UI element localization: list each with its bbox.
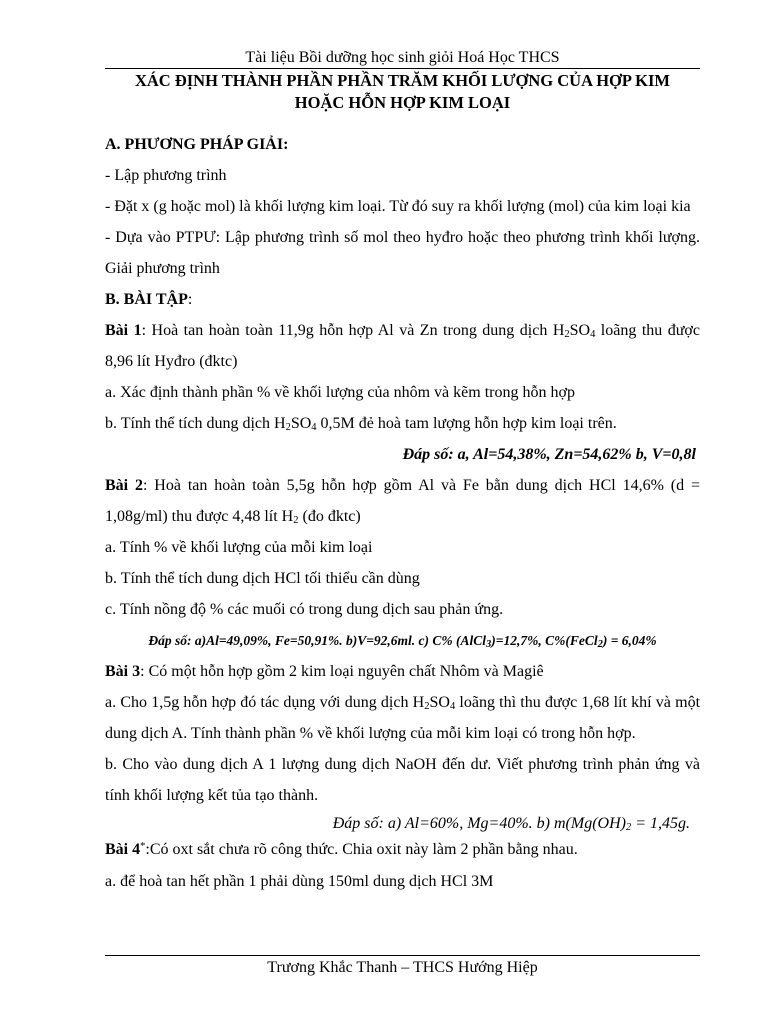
exercise-2-label: Bài 2	[105, 477, 143, 494]
formula-part: SO	[290, 415, 312, 432]
section-b-heading	[105, 284, 700, 315]
page-footer: Trương Khắc Thanh – THCS Hướng Hiệp	[267, 959, 538, 976]
method-step-1: - Lập phương trình	[105, 167, 227, 184]
exercise-2-answer	[105, 625, 700, 656]
exercise-2-question-a: a. Tính % về khối lượng của mỗi kim loại	[105, 539, 373, 556]
exercise-2-intro	[105, 470, 700, 532]
title-line-2: HOẶC HỖN HỢP KIM LOẠI	[294, 93, 511, 112]
subscript: 2	[625, 822, 632, 833]
exercise-3-text: : Có một hỗn hợp gồm 2 kim loại nguyên chất Nhôm và Magiê	[140, 663, 544, 680]
exercise-1-text: : Hoà tan hoàn toàn 11,9g hỗn hợp Al và Zn trong dung dịch H	[141, 322, 565, 339]
exercise-3-label: Bài 3	[105, 663, 141, 680]
page-header: Tài liệu Bồi dưỡng học sinh giỏi Hoá Học THCS	[245, 49, 560, 66]
method-step-3: - Dựa vào PTPƯ: Lập phương trình số mol theo hyđro hoặc theo phương trình khối lượng. Giải phương trình	[105, 229, 700, 277]
exercise-4-text: :Có oxt sắt chưa rõ công thức. Chia oxit này làm 2 phần bằng nhau.	[145, 841, 578, 858]
subscript: 3	[486, 639, 492, 650]
exercise-3-answer	[105, 811, 700, 837]
exercise-3-question-a	[105, 687, 700, 749]
exercise-1-answer: Đáp số: a, Al=54,38%, Zn=54,62% b, V=0,8l	[402, 446, 696, 463]
exercise-2-question-c: c. Tính nồng độ % các muối có trong dung dịch sau phản ứng.	[105, 601, 504, 618]
question-text: b. Tính thể tích dung dịch H	[105, 415, 286, 432]
method-step-2: - Đặt x (g hoặc mol) là khối lượng kim loại. Từ đó suy ra khối lượng (mol) của kim loại kia	[105, 198, 691, 215]
answer-text-end: ) = 6,04%	[602, 633, 657, 648]
subscript: 4	[590, 329, 596, 340]
subscript: 4	[449, 701, 456, 712]
subscript: 2	[293, 515, 299, 526]
question-text-end: loãng thì thu được 1,68 lít khí và một dung dịch A. Tính thành phần % về khối lượng của mỗi kim loại có trong hỗn hợp.	[105, 694, 701, 742]
exercise-1-intro	[105, 315, 700, 377]
exercise-1-question-a: a. Xác định thành phần % về khối lượng của nhôm và kẽm trong hỗn hợp	[105, 384, 575, 401]
footer-rule	[105, 955, 700, 956]
question-text: a. Cho 1,5g hỗn hợp đó tác dụng với dung dịch H	[105, 694, 425, 711]
superscript: *	[140, 841, 146, 852]
exercise-3-question-b: b. Cho vào dung dịch A 1 lượng dung dịch NaOH đến dư. Viết phương trình phản ứng và tính khối lượng kết tủa tạo thành.	[105, 756, 700, 804]
subscript: 2	[285, 422, 291, 433]
section-b-title: B. BÀI TẬP	[105, 291, 188, 308]
section-a-heading: A. PHƯƠNG PHÁP GIẢI:	[105, 136, 289, 153]
exercise-4-question-a: a. để hoà tan hết phần 1 phải dùng 150ml dung dịch HCl 3M	[105, 873, 494, 890]
exercise-4-label: Bài 4	[105, 841, 141, 858]
question-text-end: 0,5M đẻ hoà tam lượng hỗn hợp kim loại trên.	[316, 415, 617, 432]
subscript: 4	[311, 422, 317, 433]
subscript: 2	[424, 701, 430, 712]
exercise-1-label: Bài 1	[105, 322, 142, 339]
subscript: 2	[564, 329, 570, 340]
exercise-1-text-end: loãng thu được 8,96 lít Hyđro (đktc)	[105, 322, 700, 370]
answer-text: Đáp số: a)Al=49,09%, Fe=50,91%. b)V=92,6ml. c) C% (AlCl	[148, 633, 487, 648]
formula-part: SO	[429, 694, 450, 711]
exercise-4-intro	[105, 837, 700, 863]
answer-text: )=12,7%, C%(FeCl	[491, 633, 598, 648]
exercise-3-intro	[105, 656, 700, 687]
section-b-colon: :	[187, 291, 193, 308]
header-rule	[105, 68, 700, 69]
formula-part: SO	[569, 322, 591, 339]
document-body	[105, 129, 700, 901]
exercise-2-text-end: (đo đktc)	[298, 508, 361, 525]
document-title	[105, 70, 700, 114]
title-line-1: XÁC ĐỊNH THÀNH PHẦN PHẦN TRĂM KHỐI LƯỢNG CỦA HỢP KIM	[134, 71, 671, 90]
answer-text-end: = 1,45g.	[631, 815, 690, 832]
exercise-2-question-b: b. Tính thể tích dung dịch HCl tối thiểu cần dùng	[105, 570, 420, 587]
subscript: 2	[597, 639, 603, 650]
exercise-2-text: : Hoà tan hoàn toàn 5,5g hỗn hợp gồm Al và Fe bằn dung dịch HCl 14,6% (d = 1,08g/ml) thu được 4,48 lít H	[105, 477, 700, 525]
exercise-1-question-b	[105, 408, 700, 439]
answer-text: Đáp số: a) Al=60%, Mg=40%. b) m(Mg(OH)	[332, 815, 626, 832]
